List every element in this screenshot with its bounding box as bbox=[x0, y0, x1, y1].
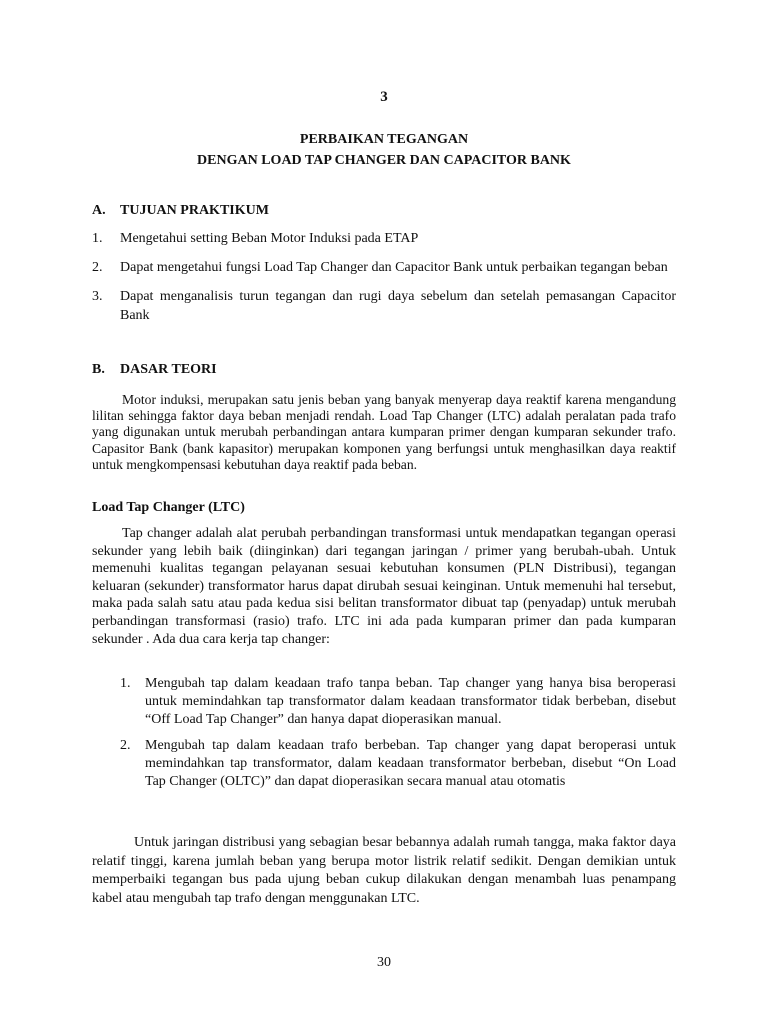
list-item-number: 1. bbox=[120, 676, 131, 691]
list-item-number: 3. bbox=[92, 289, 103, 304]
list-item-text: Mengubah tap dalam keadaan trafo tanpa beban. Tap changer yang hanya bisa beroperasi untuk memindahkan tap transformator dalam keadaan transformator tidak berbeban, disebut “Off Load Tap Changer” dan hanya dapat dioperasikan manual. bbox=[145, 676, 676, 728]
section-b-title: DASAR TEORI bbox=[120, 362, 217, 377]
list-item-text: Mengubah tap dalam keadaan trafo berbeban. Tap changer yang dapat beroperasi untuk memindahkan tap transformator, dalam keadaan transformator berbeban, disebut “On Load Tap Changer (OLTC)” dan dapat dioperasikan secara manual atau otomatis bbox=[145, 737, 676, 790]
list-item bbox=[92, 737, 676, 792]
section-a-title: TUJUAN PRAKTIKUM bbox=[120, 203, 269, 218]
list-item-text: Mengetahui setting Beban Motor Induksi pada ETAP bbox=[120, 231, 419, 246]
ltc-heading: Load Tap Changer (LTC) bbox=[92, 500, 245, 515]
chapter-title-line-1: PERBAIKAN TEGANGAN bbox=[299, 132, 469, 147]
tap-changer-modes-list bbox=[92, 675, 676, 798]
list-item bbox=[92, 287, 676, 325]
objectives-list bbox=[92, 229, 676, 335]
page-number: 30 bbox=[377, 955, 391, 970]
ltc-paragraph: Tap changer adalah alat perubah perbandingan transformasi untuk mendapatkan tegangan operasi sekunder yang lebih baik (diinginkan) dari tegangan jaringan / primer yang berubah-ubah. Untuk memenuhi kualitas tegangan pelayanan sesuai kebutuhan konsumen (PLN Distribusi), tegangan keluaran (sekunder) transformator harus dapat dirubah sesuai keinginan. Untuk memenuhi hal tersebut, maka pada salah satu atau pada kedua sisi belitan transformator dibuat tap (penyadap) untuk merubah perbandingan transformasi (rasio) trafo. LTC ini ada pada kumparan primer dan pada kumparan sekunder . Ada dua cara kerja tap changer: bbox=[92, 526, 676, 647]
list-item-number: 2. bbox=[92, 260, 103, 275]
chapter-number: 3 bbox=[380, 89, 388, 105]
list-item-text: Dapat menganalisis turun tegangan dan rugi daya sebelum dan setelah pemasangan Capacitor Bank bbox=[120, 289, 676, 323]
section-b-letter: B. bbox=[92, 362, 105, 377]
list-item-number: 2. bbox=[120, 737, 131, 753]
chapter-title-line-2: DENGAN LOAD TAP CHANGER DAN CAPACITOR BANK bbox=[197, 153, 571, 168]
list-item bbox=[92, 258, 676, 277]
theory-paragraph: Motor induksi, merupakan satu jenis beban yang banyak menyerap daya reaktif karena mengandung lilitan sehingga faktor daya beban menjadi rendah. Load Tap Changer (LTC) adalah peralatan pada trafo yang digunakan untuk merubah perbandingan antara kumparan primer dengan kumparan sekunder trafo. Capasitor Bank (bank kapasitor) merupakan komponen yang berfungsi untuk menghasilkan daya reaktif untuk mengkompensasi kebutuhan daya reaktif pada beban. bbox=[92, 392, 676, 472]
list-item bbox=[92, 675, 676, 730]
closing-paragraph: Untuk jaringan distribusi yang sebagian besar bebannya adalah rumah tangga, maka faktor daya relatif tinggi, karena jumlah beban yang berupa motor listrik relatif sedikit. Dengan demikian untuk memperbaiki tegangan bus pada ujung beban cukup dilakukan dengan menambah luas penampang kabel atau mengubah tap trafo dengan menggunakan LTC. bbox=[92, 835, 676, 906]
list-item-number: 1. bbox=[92, 231, 103, 246]
list-item-text: Dapat mengetahui fungsi Load Tap Changer dan Capacitor Bank untuk perbaikan tegangan beban bbox=[120, 260, 668, 275]
list-item bbox=[92, 229, 676, 248]
section-a-letter: A. bbox=[92, 203, 106, 218]
